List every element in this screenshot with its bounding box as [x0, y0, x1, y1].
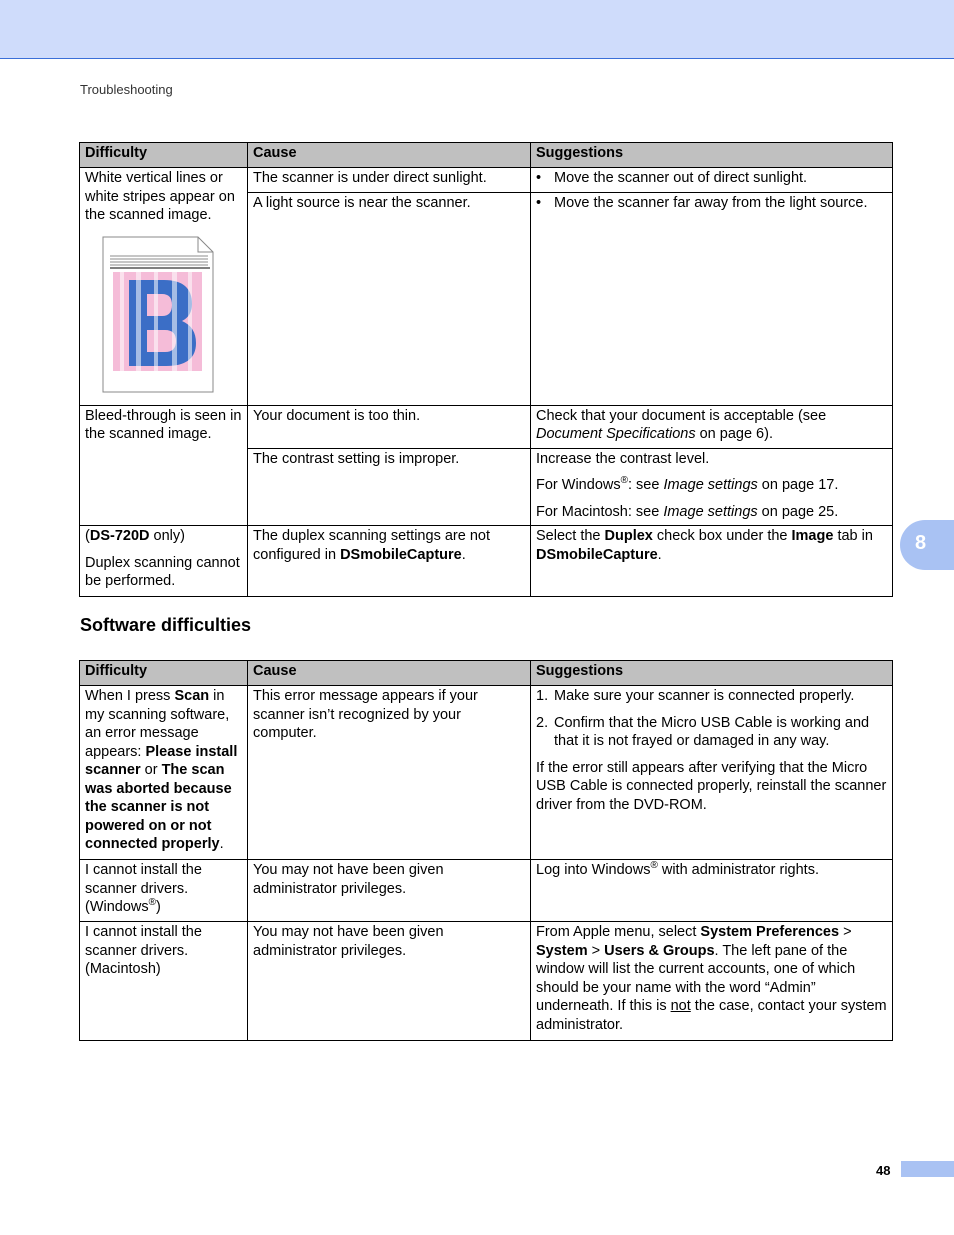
cause-cell: The duplex scanning settings are not configured in DSmobileCapture.: [248, 526, 531, 597]
suggestion-cell: [531, 686, 893, 860]
difficulty-cell: Bleed-through is seen in the scanned image.: [80, 405, 248, 526]
error-message: Please install scanner: [85, 743, 238, 778]
bullet-marker: •: [536, 170, 542, 186]
step-number: 1.: [536, 688, 549, 704]
suggestion-text: Check that your document is acceptable (see: [536, 407, 827, 424]
suggestion-text: Move the scanner far away from the light source.: [554, 194, 868, 211]
section-title: Software difficulties: [80, 615, 252, 635]
suggestion-cell: Select the Duplex check box under the Image tab in DSmobileCapture.: [531, 526, 893, 597]
suggestion-text: on page 6).: [695, 426, 773, 442]
column-header-difficulty: Difficulty: [80, 143, 248, 168]
top-header-band: [0, 0, 954, 59]
suggestion-text: If the error still appears after verifying that the Micro USB Cable is connected properly, reinstall the scanner driver from the DVD-ROM.: [536, 759, 887, 813]
chapter-number: 8: [915, 532, 927, 554]
suggestion-cell: [531, 405, 893, 448]
cause-cell: The contrast setting is improper.: [248, 448, 531, 526]
difficulty-text: White vertical lines or white stripes appear on the scanned image.: [85, 170, 235, 223]
suggestion-text: Confirm that the Micro USB Cable is working and that it is not frayed or damaged in any way.: [554, 714, 870, 749]
difficulty-cell: [80, 168, 248, 406]
suggestion-cell: [531, 168, 893, 193]
app-name: DSmobileCapture: [536, 546, 658, 563]
page-number: 48: [876, 1163, 891, 1178]
image-settings-link[interactable]: Image settings: [663, 477, 758, 493]
table-row: [80, 526, 893, 597]
white-stripes-sample-image: [102, 236, 214, 393]
table-row: [80, 922, 893, 1041]
cause-cell: This error message appears if your scanner isn’t recognized by your computer.: [248, 686, 531, 860]
difficulty-cell: When I press Scan in my scanning software, an error message appears: Please install scanner or The scan was aborted because the scanner is not powered on or not connected properly.: [80, 686, 248, 860]
page-number-tab: [901, 1161, 954, 1177]
suggestion-text: Make sure your scanner is connected properly.: [554, 688, 855, 704]
table-row: [80, 405, 893, 448]
suggestion-cell: Log into Windows® with administrator rights.: [531, 860, 893, 922]
app-name: DSmobileCapture: [340, 546, 462, 563]
suggestion-text: For Macintosh: see Image settings on page 25.: [536, 503, 839, 520]
cause-cell: Your document is too thin.: [248, 405, 531, 448]
column-header-cause: Cause: [248, 661, 531, 686]
registered-mark: ®: [620, 475, 628, 487]
bullet-marker: •: [536, 194, 542, 211]
section-header: Troubleshooting: [80, 82, 173, 97]
column-header-suggestions: Suggestions: [531, 661, 893, 686]
cause-cell: The scanner is under direct sunlight.: [248, 168, 531, 193]
image-settings-link[interactable]: Image settings: [663, 503, 758, 520]
table-row: [80, 168, 893, 193]
cause-cell: A light source is near the scanner.: [248, 192, 531, 405]
difficulty-cell: (DS-720D only) Duplex scanning cannot be performed.: [80, 526, 248, 597]
hardware-difficulties-table: [79, 142, 893, 597]
cause-cell: You may not have been given administrator privileges.: [248, 860, 531, 922]
suggestion-text: Increase the contrast level.: [536, 450, 710, 467]
suggestion-cell: [531, 192, 893, 405]
suggestion-text: For Windows®: see Image settings on page 17.: [536, 475, 839, 493]
table-row: [80, 686, 893, 860]
suggestion-cell: [531, 448, 893, 526]
table-header-row: [80, 661, 893, 686]
suggestion-cell: From Apple menu, select System Preferences > System > Users & Groups. The left pane of the window will list the current accounts, one of which should be your name with the word “Admin” underneath. If this is not the case, contact your system administrator.: [531, 922, 893, 1041]
difficulty-cell: I cannot install the scanner drivers. (Windows®): [80, 860, 248, 922]
column-header-cause: Cause: [248, 143, 531, 168]
difficulty-text: Duplex scanning cannot be performed.: [85, 554, 240, 589]
registered-mark: ®: [650, 860, 658, 872]
cause-cell: You may not have been given administrator privileges.: [248, 922, 531, 1041]
document-specifications-link[interactable]: Document Specifications: [536, 426, 696, 442]
chapter-tab[interactable]: [900, 520, 954, 570]
suggestion-text: Move the scanner out of direct sunlight.: [554, 170, 808, 186]
table-row: [80, 860, 893, 922]
column-header-suggestions: Suggestions: [531, 143, 893, 168]
software-difficulties-table: [79, 660, 893, 1041]
table-header-row: [80, 143, 893, 168]
registered-mark: ®: [148, 897, 157, 909]
column-header-difficulty: Difficulty: [80, 661, 248, 686]
step-number: 2.: [536, 714, 549, 731]
difficulty-cell: I cannot install the scanner drivers. (Macintosh): [80, 922, 248, 1041]
error-message: The scan was aborted because the scanner is not powered on or not connected properly: [85, 762, 232, 852]
model-name: DS-720D: [89, 528, 150, 544]
